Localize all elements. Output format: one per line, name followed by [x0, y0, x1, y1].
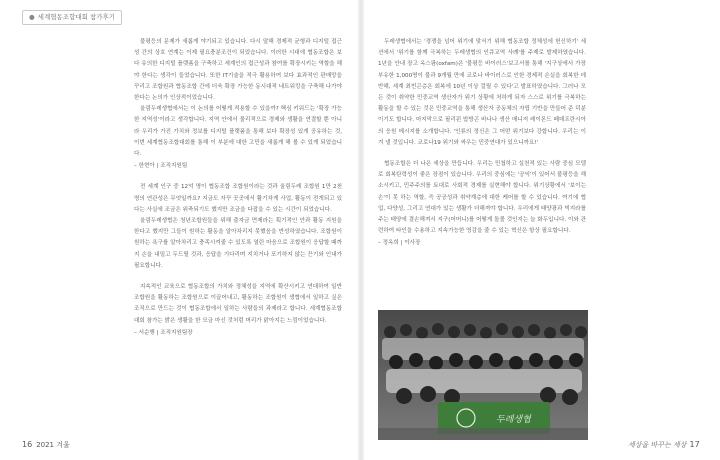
- body-paragraph: 협동조합은 더 나은 세상을 만듭니다. 우리는 민첩하고 실천적 있는 사람 중심 모델로 회복탄력성이 좋은 장점이 있습니다. 우리의 중심에는 '공익'이 있어서 불평등을 해소시키고, 민주주의를 토대로 사회적 경제를 실현해야 합니다. 위기상황에서 '보이는 손'이 못 하는 역할, 즉 공공성과 취약계층에 대한 케어를 할 수 있습니다. 여기에 협업, 다양성, 그리고 연대가 있는 생활가 더해져야 합니다. 우리에게 태양광과 빅지라를 주는 태양에 결손해져서 지구(어머니)를 어떻게 돌볼 것인지는 늘 화두입니다. 이와 관련하여 타인을 수용하고 지속가능한 영감을 줄 수 있는 혁신은 항상 필요합니다.: [378, 161, 586, 235]
- left-page-column: [134, 37, 342, 339]
- author-signature: – 서순행 | 조직지원팀장: [134, 329, 193, 336]
- left-page-folio: [22, 440, 70, 450]
- page-number: 16: [22, 440, 33, 449]
- issue-label: 2021 겨울: [36, 441, 70, 449]
- banner-text: 두레생협: [496, 415, 531, 425]
- body-paragraph: 울림두레생협에서는 이 논의를 어떻게 적용할 수 있을까? 핵심 키워드는 '확장 가능한 지역성'이라고 생각합니다. 지역 안에서 물리적으로 경제와 생활을 연결할 뿐 아니라 우리가 가진 가치와 정보를 디지털 플랫폼을 통해 보다 확장성 있게 공유하는 것, 이번 세계협동조합대회를 통해 이 부분에 대한 고민을 새롭게 해 볼 수 있게 되었습니다.: [134, 106, 342, 158]
- author-signature: – 정옥희 | 이사장: [378, 240, 421, 247]
- body-paragraph: 울림두레생협은 청년조합원들을 위해 출자금 면제라는 획기적인 안과 활동 지원을 한다고 했지만 그들이 원하는 활동을 알아차리지 못했음을 반성하였습니다. 조합원이 원하는 욕구를 알아차리고 충족시켜줄 수 있도록 열린 마음으로 조합원이 응답할 때까지 손을 내밀고 두드릴 것과, 응답을 기다리며 지치거나 포기하지 않는 끈기와 인내가 필요합니다.: [134, 218, 342, 269]
- author-signature: – 한현아 | 조직지원팀: [134, 163, 188, 170]
- page-number: 17: [689, 440, 700, 449]
- brand-label: 세상을 바꾸는 세상: [628, 441, 687, 449]
- right-page-folio: [628, 440, 700, 450]
- bullet-icon: ●: [29, 13, 35, 21]
- body-paragraph: 전 세계 인구 중 12억 명이 협동조합 조합원이라는 것과 울림두레 조합원 1만 2천 명의 연관성은 무엇일까요? 지금도 자꾸 곳곳에서 활기차게 사업, 활동이 전개되고 있다는 사실에 조금은 위축되기도 했지만 조금을 다잡을 수 있는 시간이 되었습니다.: [134, 184, 342, 213]
- body-paragraph: 지속적인 교육으로 협동조합의 가치와 정체성을 지역에 확산시키고 연대하여 일반 조합원을 활동하는 조합원으로 이끌어내고, 활동하는 조합원이 생협에서 일하고 싶은 조직으로 만드는 것이 협동조합에서 일하는 사람들의 과제라고 합니다. 세계협동조합대회 참가는 밝은 생활을 한 모금 마신 것처럼 머리가 맑아지는 느낌이었습니다.: [134, 284, 342, 324]
- section-header-tag: [22, 10, 122, 25]
- group-photo: [378, 310, 588, 440]
- page-gutter: [358, 0, 364, 460]
- right-page-column: [378, 37, 586, 250]
- section-header-label: 세계협동조합대회 참가후기: [37, 13, 116, 21]
- body-paragraph: 두레생협에서는 '경쟁을 넘어 위기에 맞서기 위해 협동조합 정체성에 헌신하기' 세션에서 '위기를 함께 극복하는 두레생협의 인큐교역 사례'를 주제로 발제하였습니다. 1년을 안내 장고 옥스팜(oxfam)은 '불평등 바이러스'보고서를 통해 '지구상에서 가장 부유한 1,000명이 불과 9개월 만에 코로나 바이러스로 인한 경제적 손실을 회복한 데 반해, 세계 최빈곤층은 회복에 10년 이상 걸릴 수 있다'고 발표하였습니다. 그러나 모든 것이 취약한 민중교역 생산자가 위기 상황에 처하게 되자 스스로 위기를 극복하는 활동을 할 수 있는 것은 민중교역을 통해 생산자 공동체의 자립 기반을 만들어 준 덕분이기도 합니다. 마지막으로 필리핀 밥방곤 바나나 생산 매니저 레이몬드 페데프란시아의 응원 메시지를 소개합니다. '인류의 정신은 그 어떤 위기보다 강합니다. 우리는 이겨 낼 것입니다. 코로나19 위기와 싸우는 민중연대가 있으니까요!': [378, 39, 586, 146]
- body-paragraph: 불평등의 문제가 새롭게 야기되고 있습니다. 다시 말해 경제적 균형과 디지털 접근성 간의 상호 연계는 이제 필요충분조건이 되었습니다. 이러한 시대에 협동조합은 보다 유의한 디지털 플랫폼을 구축하고 세계인의 접근성과 참여를 확장시키는 역할을 해야 한다는 생각이 들었습니다. 또한 IT기술을 적극 활용하여 보다 효과적인 판매망을 꾸리고 조합원과 협동조합 간에 더욱 확장 가능한 동시대적 네트워킹을 구축해 나가야 한다는 논의가 인상적이었습니다.: [134, 39, 342, 102]
- group-photo-illustration: [378, 310, 588, 440]
